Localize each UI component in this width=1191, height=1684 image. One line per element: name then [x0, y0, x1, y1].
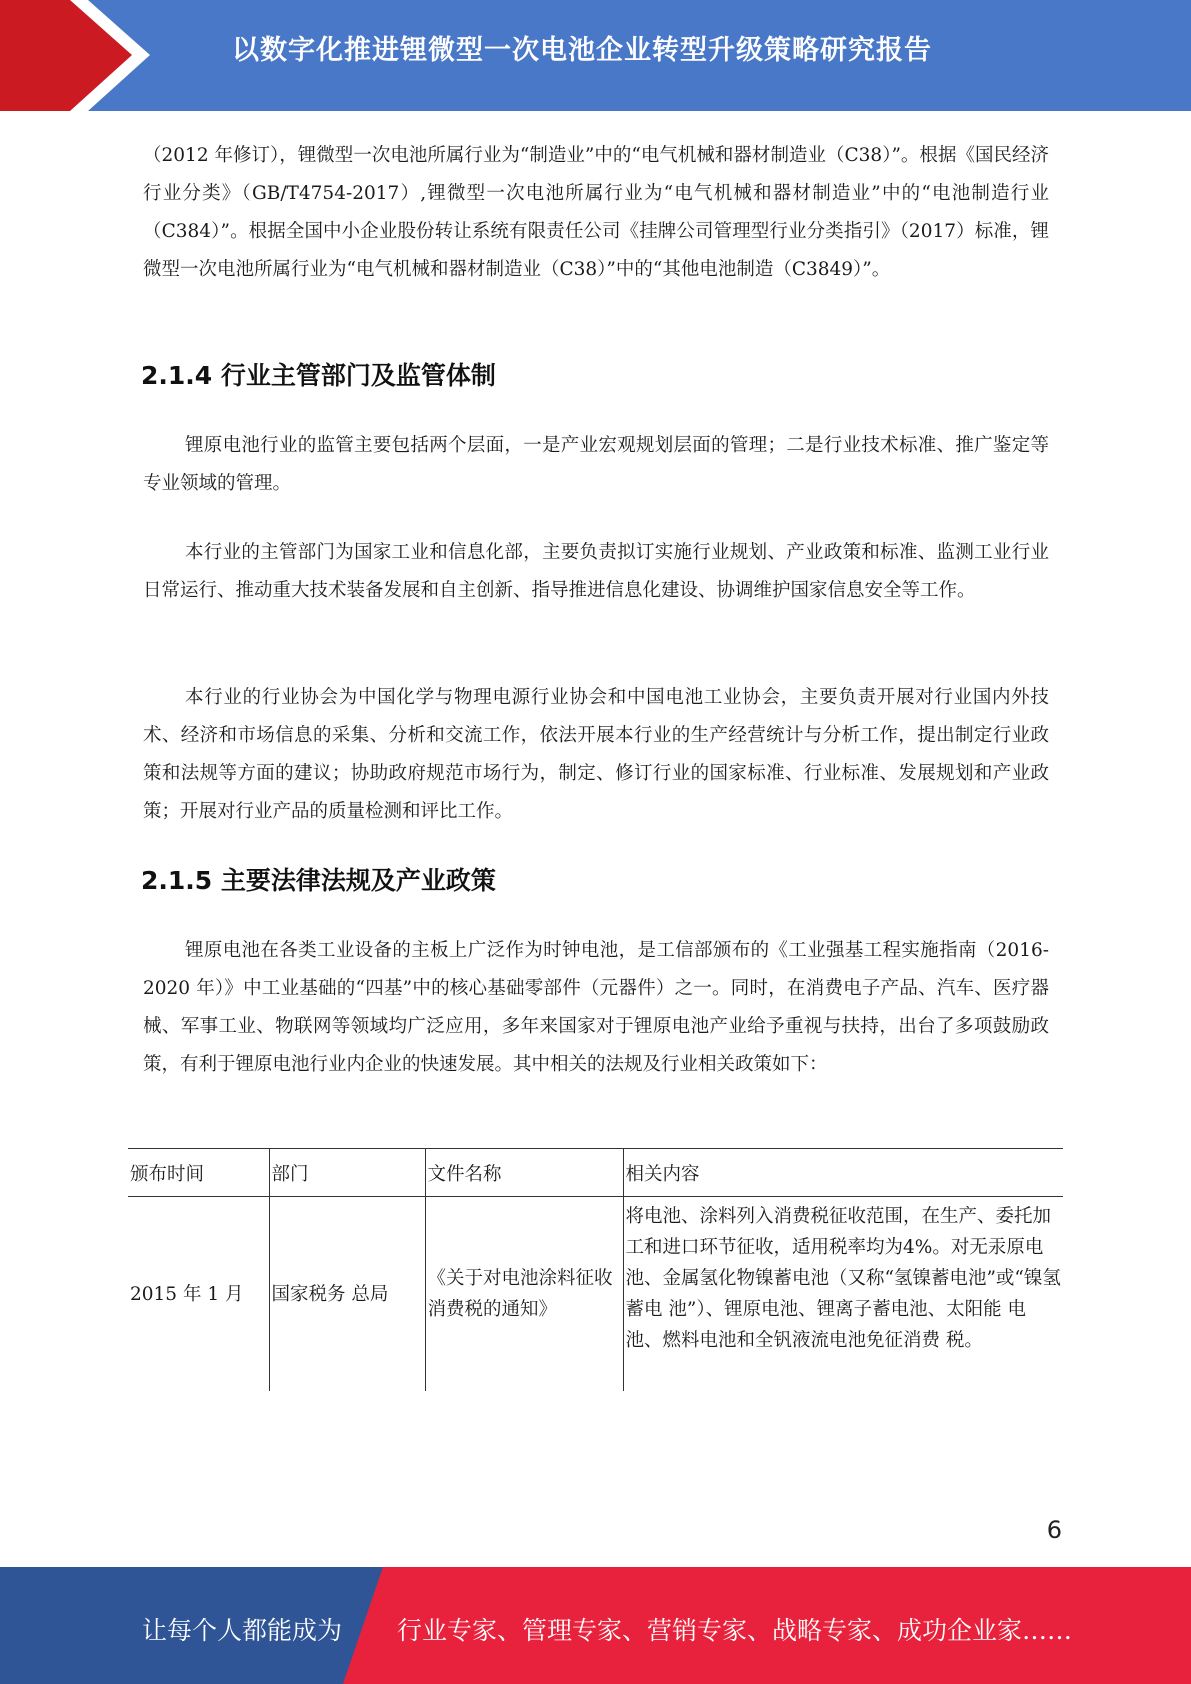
intro-paragraph: （2012 年修订），锂微型一次电池所属行业为“制造业”中的“电气机械和器材制造业（C38）”。根据《国民经济行业分类》（GB/T4754-2017）,锂微型一次电池所属行业为“电气机械和器材制造业”中的“电池制造行业（C384）”。根据全国中小企业股份转让系统有限责任公司《挂牌公司管理型行业分类指引》（2017）标准，锂微型一次电池所属行业为“电气机械和器材制造业（C38）”中的“其他电池制造（C3849）”。	[143, 145, 1049, 280]
footer-slogan-right: 行业专家、管理专家、营销专家、战略专家、成功企业家……	[397, 1616, 1073, 1645]
header-banner	[0, 0, 1191, 111]
report-title: 以数字化推进锂微型一次电池企业转型升级策略研究报告	[232, 35, 932, 66]
cell-date: 2015 年 1 月	[128, 1197, 269, 1392]
cell-document: 《关于对电池涂料征收消费税的通知》	[425, 1197, 623, 1392]
paragraph-competent-authority: 本行业的主管部门为国家工业和信息化部，主要负责拟订实施行业规划、产业政策和标准、监测工业行业日常运行、推动重大技术装备发展和自主创新、指导推进信息化建设、协调维护国家信息安全等工作。	[143, 542, 1049, 601]
cell-content: 将电池、涂料列入消费税征收范围，在生产、委托加工和进口环节征收，适用税率均为4%。对无汞原电池、金属氢化物镍蓄电池（又称“氢镍蓄电池”或“镍氢蓄电 池”）、锂原电池、锂离子蓄电池、太阳能 电池、燃料电池和全钒液流电池免征消费 税。	[623, 1197, 1063, 1392]
cell-department: 国家税务 总局	[269, 1197, 425, 1392]
paragraph-industry-association: 本行业的行业协会为中国化学与物理电源行业协会和中国电池工业协会，主要负责开展对行业国内外技术、经济和市场信息的采集、分析和交流工作，依法开展本行业的生产经营统计与分析工作，提出制定行业政策和法规等方面的建议；协助政府规范市场行为，制定、修订行业的国家标准、行业标准、发展规划和产业政策；开展对行业产品的质量检测和评比工作。	[143, 687, 1049, 822]
section-heading-2-1-5: 2.1.5 主要法律法规及产业政策	[141, 866, 496, 895]
section-heading-2-1-4: 2.1.4 行业主管部门及监管体制	[141, 361, 496, 390]
table-header-row	[128, 1149, 1063, 1197]
table-row	[128, 1197, 1063, 1392]
column-header-department: 部门	[269, 1149, 425, 1197]
column-header-content: 相关内容	[623, 1149, 1063, 1197]
policy-table	[128, 1148, 1063, 1391]
page-number: 6	[1046, 1516, 1062, 1544]
column-header-date: 颁布时间	[128, 1149, 269, 1197]
paragraph-regulation-levels: 锂原电池行业的监管主要包括两个层面，一是产业宏观规划层面的管理；二是行业技术标准、推广鉴定等专业领域的管理。	[143, 435, 1049, 494]
footer-slogan-left: 让每个人都能成为	[142, 1616, 343, 1645]
column-header-document: 文件名称	[425, 1149, 623, 1197]
footer-banner	[0, 1567, 1191, 1684]
paragraph-laws-policies: 锂原电池在各类工业设备的主板上广泛作为时钟电池，是工信部颁布的《工业强基工程实施指南（2016-2020 年）》中工业基础的“四基”中的核心基础零部件（元器件）之一。同时，在消费电子产品、汽车、医疗器械、军事工业、物联网等领域均广泛应用，多年来国家对于锂原电池产业给予重视与扶持，出台了多项鼓励政策，有利于锂原电池行业内企业的快速发展。其中相关的法规及行业相关政策如下：	[143, 940, 1049, 1075]
